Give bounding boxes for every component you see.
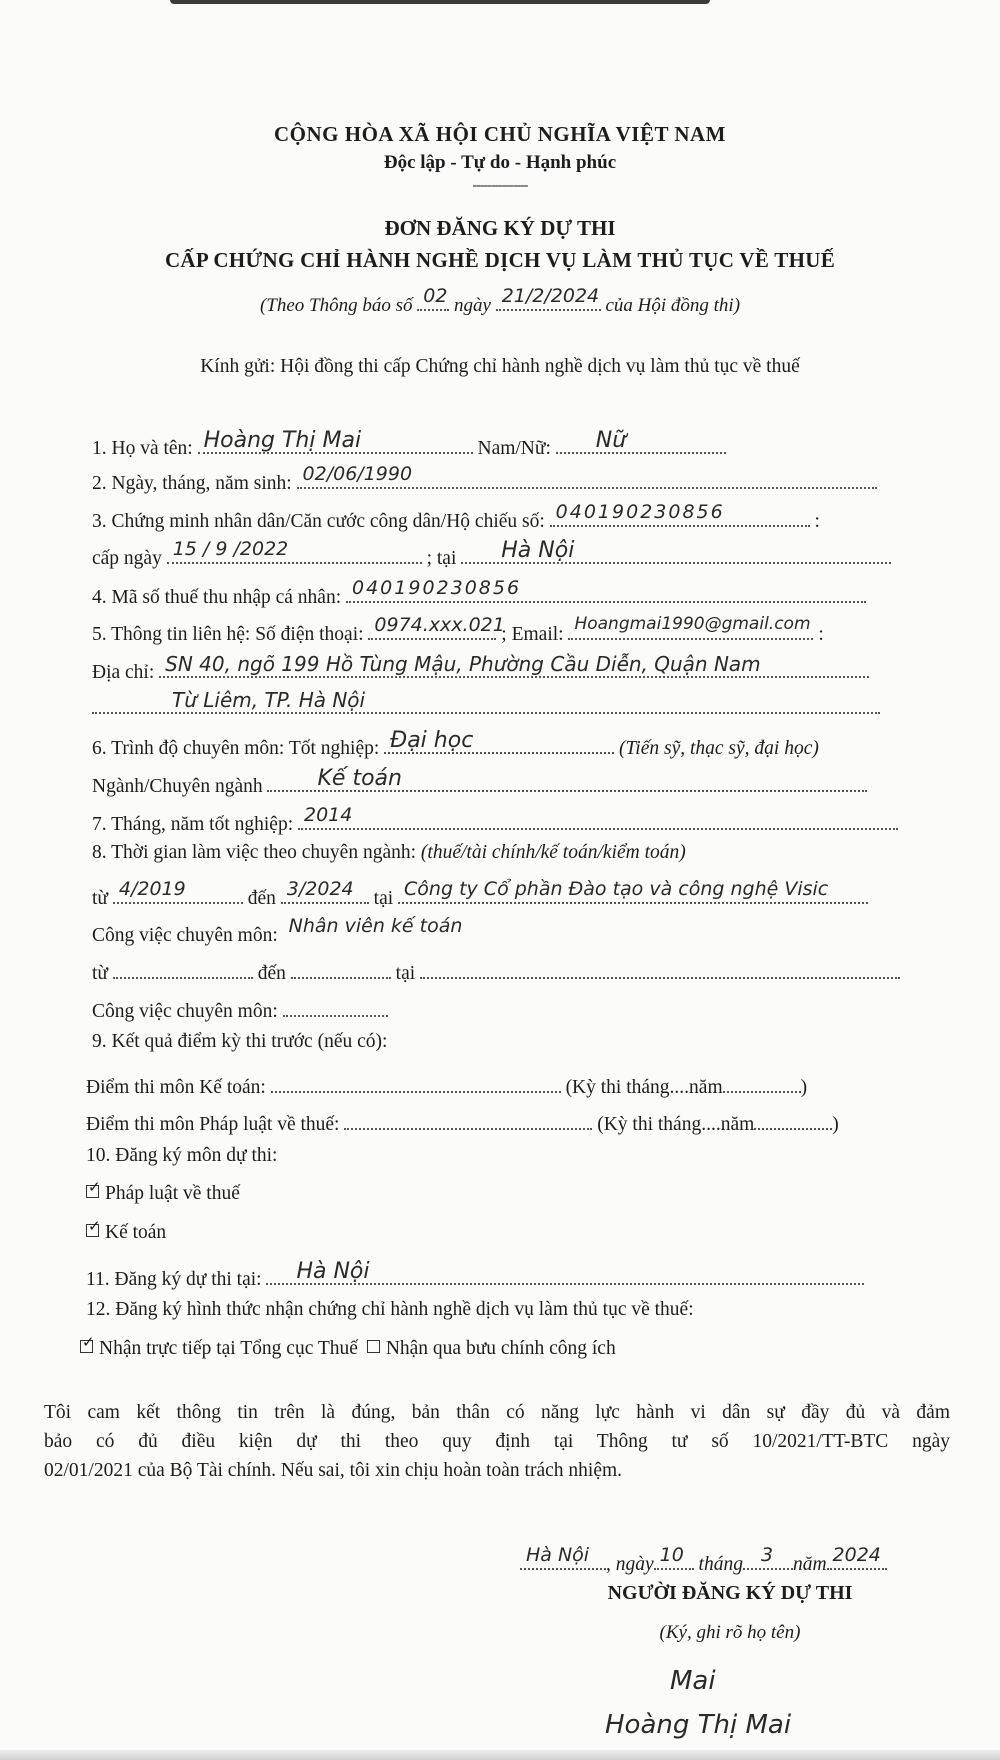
- checkmark-icon: ✓: [88, 1178, 101, 1196]
- exam-place-label: 11. Đăng ký dự thi tại:: [86, 1269, 262, 1290]
- work-at-value: Công ty Cổ phần Đào tạo và công nghệ Visic: [404, 878, 829, 900]
- commitment-line-3: 02/01/2021 của Bộ Tài chính. Nếu sai, tôi xin chịu hoàn toàn trách nhiệm.: [44, 1460, 623, 1481]
- address-value-2: Từ Liêm, TP. Hà Nội: [172, 688, 366, 712]
- field-3-issue: [92, 540, 891, 570]
- dob-field[interactable]: [297, 465, 877, 489]
- name-label: 1. Họ và tên:: [92, 438, 193, 459]
- work-from-value: 4/2019: [118, 878, 186, 900]
- law-close: ): [832, 1114, 839, 1135]
- gender-label: Nam/Nữ:: [477, 438, 551, 459]
- day-label: , ngày: [606, 1554, 654, 1575]
- sign-place-value: Hà Nội: [526, 1544, 590, 1566]
- dob-label: 2. Ngày, tháng, năm sinh:: [92, 473, 292, 494]
- delivery-label: 12. Đăng ký hình thức nhận chứng chỉ hành nghề dịch vụ làm thủ tục về thuế:: [86, 1299, 694, 1320]
- field-10: [86, 1145, 277, 1167]
- issue-date-field[interactable]: [167, 540, 422, 564]
- law-year-field[interactable]: [754, 1106, 832, 1130]
- signature-date: [520, 1546, 887, 1576]
- job-field[interactable]: [283, 917, 483, 941]
- work-to2-label: đến: [257, 963, 286, 984]
- field-8-job-2: [92, 993, 388, 1023]
- field-2: [92, 465, 877, 495]
- tax-code-label: 4. Mã số thuế thu nhập cá nhân:: [92, 587, 342, 608]
- field-6: [92, 730, 819, 760]
- sign-place-field[interactable]: [520, 1546, 606, 1570]
- phone-label: 5. Thông tin liên hệ: Số điện thoại:: [92, 624, 364, 645]
- acc-year-field[interactable]: [723, 1069, 801, 1093]
- subject-option-accounting[interactable]: [86, 1217, 167, 1244]
- issue-place-label: ; tại: [426, 548, 457, 569]
- issue-place-value: Hà Nội: [501, 538, 575, 563]
- job-label: Công việc chuyên môn:: [92, 925, 278, 946]
- year-value: 2024: [832, 1544, 881, 1566]
- job-value: Nhân viên kế toán: [288, 915, 463, 937]
- law-score-label: Điểm thi môn Pháp luật về thuế:: [86, 1114, 340, 1135]
- exam-place-value: Hà Nội: [296, 1259, 370, 1284]
- prev-score-label: 9. Kết quả điểm kỳ thi trước (nếu có):: [92, 1031, 388, 1052]
- checkbox-post[interactable]: [367, 1340, 380, 1353]
- work-from-label: từ: [92, 888, 108, 909]
- law-score-hint: (Kỳ thi tháng....năm: [597, 1114, 755, 1135]
- field-5-address-2: [92, 690, 880, 720]
- signer-hint: (Ký, ghi rõ họ tên): [659, 1622, 801, 1643]
- address-label: Địa chỉ:: [92, 662, 155, 683]
- work-at-field[interactable]: [398, 880, 868, 904]
- subject-law-label: Pháp luật về thuế: [105, 1183, 240, 1204]
- grad-label: 7. Tháng, năm tốt nghiệp:: [92, 814, 294, 835]
- email-field[interactable]: [568, 616, 813, 640]
- notice-line: [0, 287, 1000, 317]
- notice-no-value: 02: [423, 285, 448, 307]
- name-field[interactable]: [198, 430, 473, 454]
- email-label: ; Email:: [501, 624, 564, 645]
- phone-field[interactable]: [368, 614, 505, 640]
- job2-label: Công việc chuyên môn:: [92, 1001, 278, 1022]
- signature-mark: Mai: [670, 1666, 716, 1696]
- work-at2-field[interactable]: [420, 955, 900, 979]
- field-3: [92, 503, 820, 533]
- exam-place-field[interactable]: [266, 1261, 864, 1285]
- work-from-field[interactable]: [113, 880, 243, 904]
- scan-bottom-edge: [0, 1750, 1000, 1760]
- notice-mid: ngày: [449, 295, 496, 316]
- scan-top-edge: [170, 0, 710, 4]
- id-field[interactable]: [550, 503, 810, 527]
- field-9: [92, 1031, 387, 1053]
- year-label: năm: [792, 1554, 827, 1575]
- work-to-field[interactable]: [281, 880, 369, 904]
- subject-option-law[interactable]: [86, 1178, 240, 1205]
- checkmark-icon: ✓: [88, 1217, 101, 1235]
- id-label: 3. Chứng minh nhân dân/Căn cước công dân/Hộ chiếu số:: [92, 511, 545, 532]
- commitment-paragraph: [44, 1398, 950, 1485]
- delivery-options: [80, 1333, 616, 1360]
- notice-date-value: 21/2/2024: [501, 285, 600, 307]
- motto: Độc lập - Tự do - Hạnh phúc: [383, 152, 617, 173]
- education-value: Đại học: [390, 728, 474, 753]
- month-value: 3: [760, 1544, 774, 1566]
- checkbox-accounting[interactable]: [86, 1217, 101, 1237]
- day-field[interactable]: [654, 1546, 694, 1570]
- year-field[interactable]: [827, 1546, 887, 1570]
- subjects-label: 10. Đăng ký môn dự thi:: [86, 1145, 278, 1166]
- tax-code-field[interactable]: [346, 579, 866, 603]
- major-value: Kế toán: [317, 766, 402, 791]
- acc-score-hint: (Kỳ thi tháng....năm: [565, 1077, 723, 1098]
- national-title: CỘNG HÒA XÃ HỘI CHỦ NGHĨA VIỆT NAM: [273, 122, 727, 146]
- field-8-period-2: [92, 955, 900, 985]
- field-12: [86, 1299, 694, 1321]
- work-label: 8. Thời gian làm việc theo chuyên ngành:: [92, 842, 417, 863]
- job2-field[interactable]: [283, 993, 388, 1017]
- field-9-accounting: [86, 1069, 807, 1099]
- commitment-line-2: bảo có đủ điều kiện dự thi theo quy định tại Thông tư số 10/2021/TT-BTC ngày: [44, 1431, 950, 1452]
- work-hint: (thuế/tài chính/kế toán/kiểm toán): [420, 842, 686, 863]
- field-8: [92, 842, 686, 864]
- id-colon: :: [814, 511, 820, 532]
- grad-value: 2014: [304, 804, 353, 826]
- gender-field[interactable]: [556, 430, 726, 454]
- law-score-field[interactable]: [344, 1106, 592, 1130]
- issue-place-field[interactable]: [461, 540, 891, 564]
- acc-score-label: Điểm thi môn Kế toán:: [86, 1077, 266, 1098]
- acc-score-field[interactable]: [271, 1069, 561, 1093]
- name-value: Hoàng Thị Mai: [203, 428, 362, 453]
- address-field-2[interactable]: [92, 690, 880, 714]
- phone-value: 0974.xxx.021: [374, 614, 505, 636]
- issue-date-label: cấp ngày: [92, 548, 162, 569]
- dob-value: 02/06/1990: [302, 463, 413, 485]
- month-label: tháng: [698, 1554, 743, 1575]
- field-4: [92, 579, 866, 609]
- id-value: 040190230856: [555, 501, 725, 523]
- notice-suffix: của Hội đồng thi): [600, 295, 741, 316]
- checkbox-law[interactable]: [86, 1178, 101, 1198]
- field-11: [86, 1261, 864, 1291]
- work-to2-field[interactable]: [291, 955, 391, 979]
- commitment-line-1: Tôi cam kết thông tin trên là đúng, bản thân có năng lực hành vi dân sự đầy đủ và đảm: [44, 1402, 950, 1423]
- month-field[interactable]: [743, 1546, 793, 1570]
- tax-code-value: 040190230856: [352, 577, 522, 599]
- field-6-major: [92, 768, 867, 798]
- notice-date-field: [496, 287, 601, 311]
- address-value-1: SN 40, ngõ 199 Hồ Tùng Mậu, Phường Cầu Diễn, Quận Nam: [165, 652, 761, 676]
- day-value: 10: [659, 1544, 684, 1566]
- field-8-job: [92, 917, 483, 947]
- notice-no-field: [417, 287, 449, 311]
- header-separator: ---------------: [472, 178, 528, 193]
- email-colon: :: [818, 624, 824, 645]
- work-to-value: 3/2024: [286, 878, 354, 900]
- delivery-direct-label[interactable]: Nhận trực tiếp tại Tổng cục Thuế: [99, 1338, 358, 1359]
- gender-value: Nữ: [595, 428, 627, 453]
- acc-close: ): [800, 1077, 808, 1098]
- signer-name: Hoàng Thị Mai: [605, 1710, 792, 1740]
- field-1: [92, 430, 726, 460]
- subject-accounting-label: Kế toán: [105, 1222, 167, 1243]
- work-at-label: tại: [373, 888, 394, 909]
- field-7: [92, 806, 898, 836]
- education-label: 6. Trình độ chuyên môn: Tốt nghiệp:: [92, 738, 380, 759]
- issue-date-value: 15 / 9 /2022: [172, 538, 289, 560]
- major-field[interactable]: [267, 768, 867, 792]
- delivery-post-label[interactable]: Nhận qua bưu chính công ích: [385, 1338, 616, 1359]
- notice-prefix: (Theo Thông báo số: [259, 295, 418, 316]
- work-at2-label: tại: [395, 963, 416, 984]
- form-title: ĐƠN ĐĂNG KÝ DỰ THI: [384, 216, 616, 240]
- signer-title: NGƯỜI ĐĂNG KÝ DỰ THI: [607, 1582, 853, 1604]
- education-field[interactable]: [384, 730, 614, 754]
- field-5: [92, 616, 824, 646]
- field-9-law: [86, 1106, 839, 1136]
- education-hint: (Tiến sỹ, thạc sỹ, đại học): [619, 738, 819, 759]
- grad-field[interactable]: [298, 806, 898, 830]
- checkbox-direct[interactable]: [80, 1333, 95, 1353]
- work-to-label: đến: [247, 888, 276, 909]
- address-field[interactable]: [159, 654, 869, 678]
- major-label: Ngành/Chuyên ngành: [92, 776, 263, 797]
- addressee: Kính gửi: Hội đồng thi cấp Chứng chỉ hành nghề dịch vụ làm thủ tục về thuế: [200, 356, 800, 377]
- work-from2-label: từ: [92, 963, 108, 984]
- checkmark-icon: ✓: [82, 1333, 95, 1351]
- work-from2-field[interactable]: [113, 955, 253, 979]
- form-subtitle: CẤP CHỨNG CHỈ HÀNH NGHỀ DỊCH VỤ LÀM THỦ TỤC VỀ THUẾ: [164, 248, 836, 272]
- field-8-period: [92, 880, 868, 910]
- email-value: Hoangmai1990@gmail.com: [574, 614, 811, 634]
- field-5-address: [92, 654, 869, 684]
